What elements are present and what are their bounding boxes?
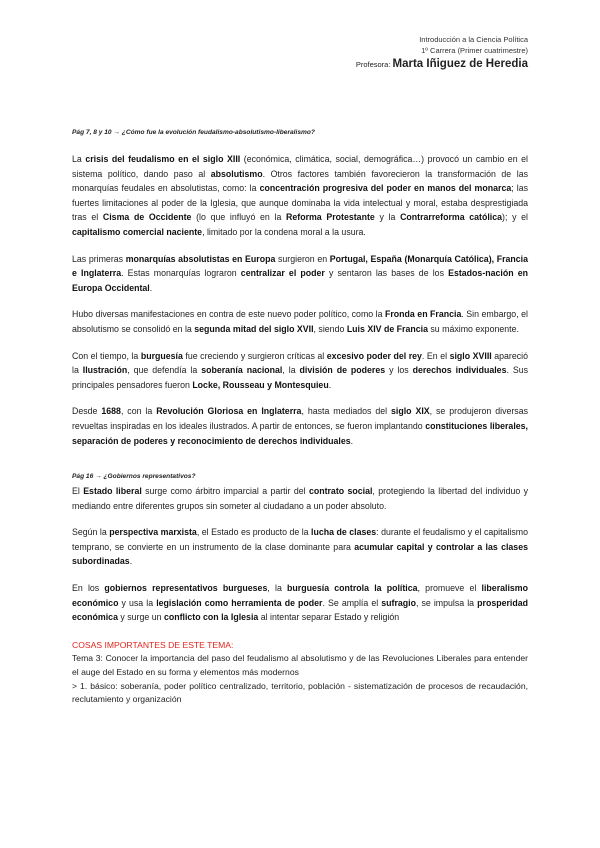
emphasis: Cisma de Occidente [102,212,192,223]
section-label-representative: Pág 16 → ¿Gobiernos representativos? [72,473,196,481]
emphasis: perspectiva marxista [109,527,197,538]
emphasis: Estado liberal [83,486,142,497]
paragraph: Con el tiempo, la burguesía fue creciendo y surgieron críticas al excesivo poder del rey. En el siglo XVIII apareció la Ilustración, que defendía la soberanía nacional, la división de poderes y los derechos individuales. Sus principales pensadores fueron Locke, Rousseau y Montesquieu. [72,350,529,390]
emphasis: burguesía [140,350,183,361]
emphasis: capitalismo comercial naciente [72,226,203,237]
emphasis: Ilustración [82,365,128,376]
emphasis: excesivo poder del rey [326,350,422,361]
emphasis: derechos individuales [412,365,507,376]
emphasis: 1688 [101,406,121,417]
emphasis: segunda mitad del siglo XVII [194,323,314,334]
emphasis: división de poderes [299,365,386,376]
emphasis: conflicto con la Iglesia [163,612,259,623]
emphasis: lucha de clases [311,527,377,538]
emphasis: absolutismo [210,168,263,179]
main-content [72,128,528,707]
emphasis: gobiernos representativos burgueses [104,583,268,594]
professor-name: Marta Iñiguez de Heredia [392,58,528,70]
paragraph: En los gobiernos representativos burgueses, la burguesía controla la política, promueve el liberalismo económico y usa la legislación como herramienta de poder. Se amplía el sufragio, se impulsa la prosperidad económica y surge un conflicto con la Iglesia al intentar separar Estado y religión [72,583,528,623]
emphasis: constituciones liberales, separación de poderes y reconocimiento de derechos individuales [72,420,528,446]
emphasis: crisis del feudalismo en el siglo XIII [85,154,241,164]
emphasis: Revolución Gloriosa en Inglaterra [156,406,302,417]
emphasis: monarquías absolutistas en Europa [125,253,276,264]
emphasis: contrato social [308,486,373,497]
paragraph: Según la perspectiva marxista, el Estado es producto de la lucha de clases: durante el feudalismo y el capitalismo temprano, se convierte en un instrumento de la clase dominante para acumular capital y controlar a las clases subordinadas. [72,527,528,567]
section-label-evolution: Pág 7, 8 y 10 → ¿Cómo fue la evolución feudalismo-absolutismo-liberalismo? [72,129,315,136]
emphasis: concentración progresiva del poder en manos del monarca [259,183,512,194]
professor-label: Profesora: [355,60,391,69]
emphasis: Locke, Rousseau y Montesquieu [192,379,329,390]
paragraph: El Estado liberal surge como árbitro imparcial a partir del contrato social, protegiendo la libertad del individuo y mediando entre diferentes grupos sin someter al ciudadano a un poder absoluto. [72,486,529,511]
paragraph: Las primeras monarquías absolutistas en Europa surgieron en Portugal, España (Monarquía Católica), Francia e Inglaterra. Estas monarquías lograron centralizar el poder y sentaron las bases de los Estados-nación en Europa Occidental. [72,253,529,293]
emphasis: burguesía controla la política [287,583,418,594]
emphasis: Reforma Protestante [286,212,375,223]
paragraph: Hubo diversas manifestaciones en contra de este nuevo poder político, como la Fronda en Francia. Sin embargo, el absolutismo se consolidó en la segunda mitad del siglo XVII, siendo Luis XIV de Francia su máximo exponente. [72,309,528,334]
emphasis: prosperidad económica [72,597,528,623]
professor [356,57,528,72]
important-line: > 1. básico: soberanía, poder político centralizado, territorio, población - sistematización de procesos de recaudación, reclutamiento y organización [72,680,528,705]
emphasis: liberalismo económico [72,583,528,608]
important-line: Tema 3: Conocer la importancia del paso del feudalismo al absolutismo y de las Revoluciones Liberales para entender el auge del Estado en su forma y elementos más modernos [72,653,528,678]
page-header [356,34,528,72]
emphasis: legislación como herramienta de poder [156,597,323,608]
emphasis: centralizar el poder [240,268,325,279]
course-year: 1º Carrera (Primer cuatrimestre) [421,46,528,55]
emphasis: Luis XIV de Francia [346,323,428,334]
section-evolution [72,152,528,448]
paragraph: Desde 1688, con la Revolución Gloriosa en Inglaterra, hasta mediados del siglo XIX, se produjeron diversas revueltas inspiradas en los ideales ilustrados. A partir de entonces, se fueron implantando constituciones liberales, separación de poderes y reconocimiento de derechos individuales. [72,406,528,446]
emphasis: Fronda en Francia [385,309,462,320]
emphasis: soberanía nacional [201,365,283,376]
emphasis: siglo XIX [391,406,430,417]
emphasis: siglo XVIII [449,350,492,361]
paragraph: La crisis del feudalismo en el siglo XIII (económica, climática, social, demográfica…) provocó un cambio en el sistema político, dando paso al absolutismo. Otros factores también favorecieron la transformación de las monarquías feudales en absolutistas, como: la concentración progresiva del poder en manos del monarca; las fuertes limitaciones al poder de la Iglesia, que aunque dominaba la vida intelectual y moral, estaba desprestigiada tras el Cisma de Occidente (lo que influyó en la Reforma Protestante y la Contrarreforma católica); y el capitalismo comercial naciente, limitado por la condena moral a la usura. [72,154,529,237]
emphasis: Estados-nación en Europa Occidental [72,268,528,293]
emphasis: Contrarreforma católica [400,212,503,223]
section-representative [72,472,528,625]
emphasis: Portugal, España (Monarquía Católica), Francia e Inglaterra [72,253,529,279]
emphasis: acumular capital y controlar a las clases subordinadas [72,541,528,567]
important-notes [72,639,528,707]
emphasis: sufragio [381,597,416,608]
important-title: COSAS IMPORTANTES DE ESTE TEMA: [72,639,234,650]
course-title: Introducción a la Ciencia Política [419,35,528,44]
